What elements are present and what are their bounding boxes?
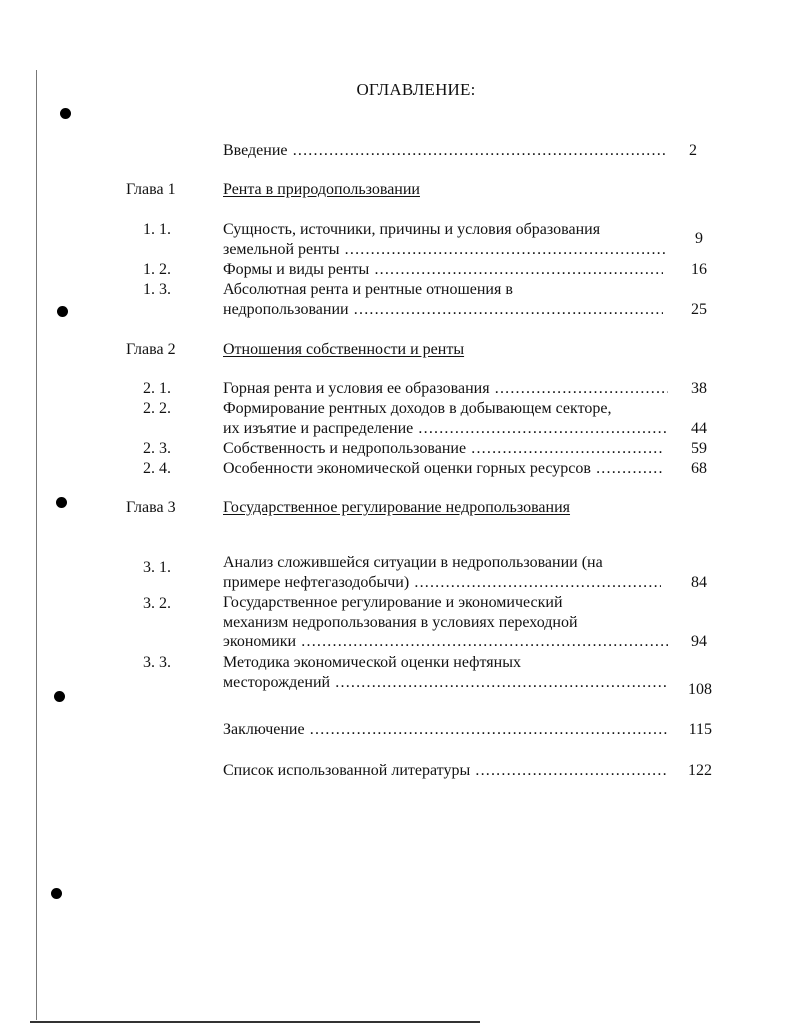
- chapter-title: Рента в природопользовании: [223, 181, 420, 198]
- toc-section: [223, 459, 663, 479]
- toc-entry-line: экономики .....: [223, 632, 668, 652]
- toc-entry-line: механизм недропользования в условиях переходной: [223, 613, 578, 631]
- toc-conclusion: [223, 720, 668, 740]
- toc-section: [223, 220, 668, 259]
- chapter-title: Государственное регулирование недропользования: [223, 499, 571, 516]
- toc-section: [223, 399, 668, 438]
- toc-section: [223, 260, 663, 280]
- chapter-label: Глава 1: [126, 181, 176, 198]
- toc-entry-line: Методика экономической оценки нефтяных: [223, 654, 521, 671]
- chapter-label: Глава 3: [126, 499, 176, 516]
- section-number: 2. 4.: [143, 460, 171, 477]
- toc-entry-label: Список использованной литературы .....: [223, 761, 666, 781]
- scan-edge-line: [30, 1021, 480, 1023]
- page-number: 68: [691, 460, 707, 477]
- toc-section: [223, 593, 668, 652]
- section-number: 1. 1.: [143, 221, 171, 238]
- section-number: 3. 2.: [143, 595, 171, 612]
- section-number: 2. 1.: [143, 380, 171, 397]
- page-number: 9: [695, 230, 703, 247]
- section-number: 1. 3.: [143, 281, 171, 298]
- page-number: 108: [688, 681, 712, 698]
- punch-hole-mark: [51, 888, 62, 899]
- toc-section: [223, 653, 668, 692]
- toc-entry-line: земельной ренты .....: [223, 240, 668, 260]
- section-number: 2. 3.: [143, 440, 171, 457]
- section-number: 2. 2.: [143, 400, 171, 417]
- page-number: 44: [691, 420, 707, 437]
- toc-entry-line: Абсолютная рента и рентные отношения в: [223, 281, 513, 298]
- toc-references: [223, 761, 666, 781]
- toc-entry-line: их изъятие и распределение .....: [223, 419, 668, 439]
- punch-hole-mark: [54, 691, 65, 702]
- chapter-title: Отношения собственности и ренты: [223, 341, 465, 358]
- toc-entry-line: Формирование рентных доходов в добывающем секторе,: [223, 400, 612, 417]
- page-number: 59: [691, 440, 707, 457]
- punch-hole-mark: [56, 497, 67, 508]
- toc-section: [223, 439, 663, 459]
- page-number: 84: [691, 574, 707, 591]
- toc-intro: [223, 141, 667, 161]
- page-number: 38: [691, 380, 707, 397]
- toc-entry-line: Формы и виды ренты .....: [223, 260, 663, 280]
- punch-hole-mark: [57, 306, 68, 317]
- page-number: 25: [691, 301, 707, 318]
- toc-entry-line: месторождений .....: [223, 673, 668, 693]
- toc-entry-line: Собственность и недропользование .....: [223, 439, 663, 459]
- toc-entry-line: Особенности экономической оценки горных ресурсов .....: [223, 459, 663, 479]
- section-number: 3. 1.: [143, 559, 171, 576]
- toc-entry-line: Государственное регулирование и экономический: [223, 594, 563, 611]
- scan-edge-line: [36, 70, 37, 1020]
- page-title: ОГЛАВЛЕНИЕ:: [356, 80, 476, 99]
- toc-entry-label: Введение .....: [223, 141, 667, 161]
- page-number: 2: [689, 142, 697, 159]
- toc-entry-line: Горная рента и условия ее образования .....: [223, 379, 668, 399]
- page-number: 16: [691, 261, 707, 278]
- page-number: 115: [688, 721, 712, 738]
- section-number: 3. 3.: [143, 654, 171, 671]
- toc-entry-line: Анализ сложившейся ситуации в недропользовании (на: [223, 554, 603, 571]
- toc-entry-line: Сущность, источники, причины и условия образования: [223, 221, 601, 238]
- page-number: 94: [691, 633, 707, 650]
- toc-section: [223, 280, 663, 319]
- toc-entry-line: примере нефтегазодобычи) .....: [223, 573, 661, 593]
- section-number: 1. 2.: [143, 261, 171, 278]
- toc-entry-label: Заключение .....: [223, 720, 668, 740]
- toc-entry-line: недропользовании .....: [223, 300, 663, 320]
- toc-section: [223, 379, 668, 399]
- chapter-label: Глава 2: [126, 341, 176, 358]
- punch-hole-mark: [60, 108, 71, 119]
- toc-section: [223, 553, 661, 592]
- page-number: 122: [688, 762, 712, 779]
